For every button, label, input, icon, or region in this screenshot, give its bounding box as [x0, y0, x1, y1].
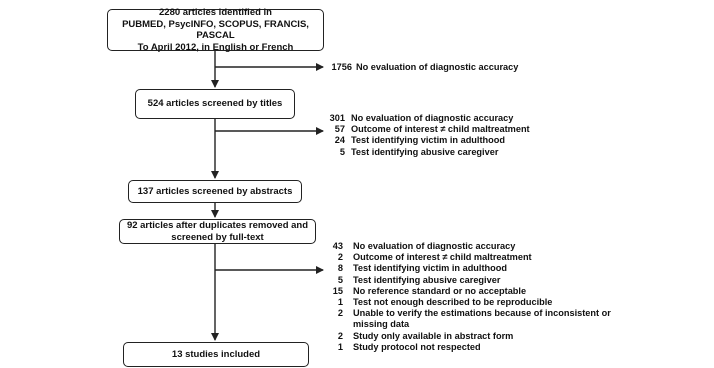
- box-fulltext-line2: screened by full-text: [171, 231, 264, 243]
- exclusion-row: 2 Unable to verify the estimations because of inconsistent or: [337, 308, 611, 319]
- box-screened-titles: [135, 89, 295, 119]
- exclusion-note-3: [329, 241, 611, 353]
- exclusion-row: missing data: [353, 319, 410, 330]
- box-titles-label: 524 articles screened by titles: [147, 98, 283, 110]
- box-identified: [107, 9, 324, 51]
- exclusion-row: 57 Outcome of interest ≠ child maltreatment: [334, 124, 530, 135]
- box-identified-line2: PUBMED, PsycINFO, SCOPUS, FRANCIS, PASCAL: [122, 18, 309, 41]
- box-identified-line3: To April 2012, in English or French: [137, 41, 294, 53]
- exclusion-row: 5 Test identifying abusive caregiver: [337, 274, 501, 285]
- box-fulltext: [119, 219, 316, 244]
- exclusion-row: 8 Test identifying victim in adulthood: [337, 263, 507, 274]
- exclusion-row: 2 Study only available in abstract form: [337, 330, 514, 341]
- exclusion-note-1: [330, 62, 518, 73]
- exclusion-row: 1 Test not enough described to be reproducible: [337, 297, 553, 308]
- exclusion-note-2: [328, 113, 530, 158]
- exclusion-row: 301 No evaluation of diagnostic accuracy: [329, 113, 514, 123]
- box-included-label: 13 studies included: [171, 348, 261, 360]
- exclusion-row: 1 Study protocol not respected: [337, 341, 481, 352]
- box-identified-line1: 2280 articles identified in: [159, 7, 272, 18]
- exclusion-row: 2 Outcome of interest ≠ child maltreatment: [337, 252, 532, 263]
- box-fulltext-line1: 92 articles after duplicates removed and: [126, 220, 309, 231]
- box-screened-abstracts: [128, 180, 302, 203]
- exclusion-row: 43 No evaluation of diagnostic accuracy: [332, 241, 516, 251]
- box-abstracts-label: 137 articles screened by abstracts: [137, 185, 293, 197]
- exclusion-row: 24 Test identifying victim in adulthood: [334, 135, 505, 146]
- exclusion-row: 15 No reference standard or no acceptable: [332, 285, 527, 296]
- box-included: [123, 342, 309, 367]
- exclusion-row: 5 Test identifying abusive caregiver: [339, 146, 499, 157]
- exclusion-row: 1756 No evaluation of diagnostic accuracy: [331, 62, 519, 72]
